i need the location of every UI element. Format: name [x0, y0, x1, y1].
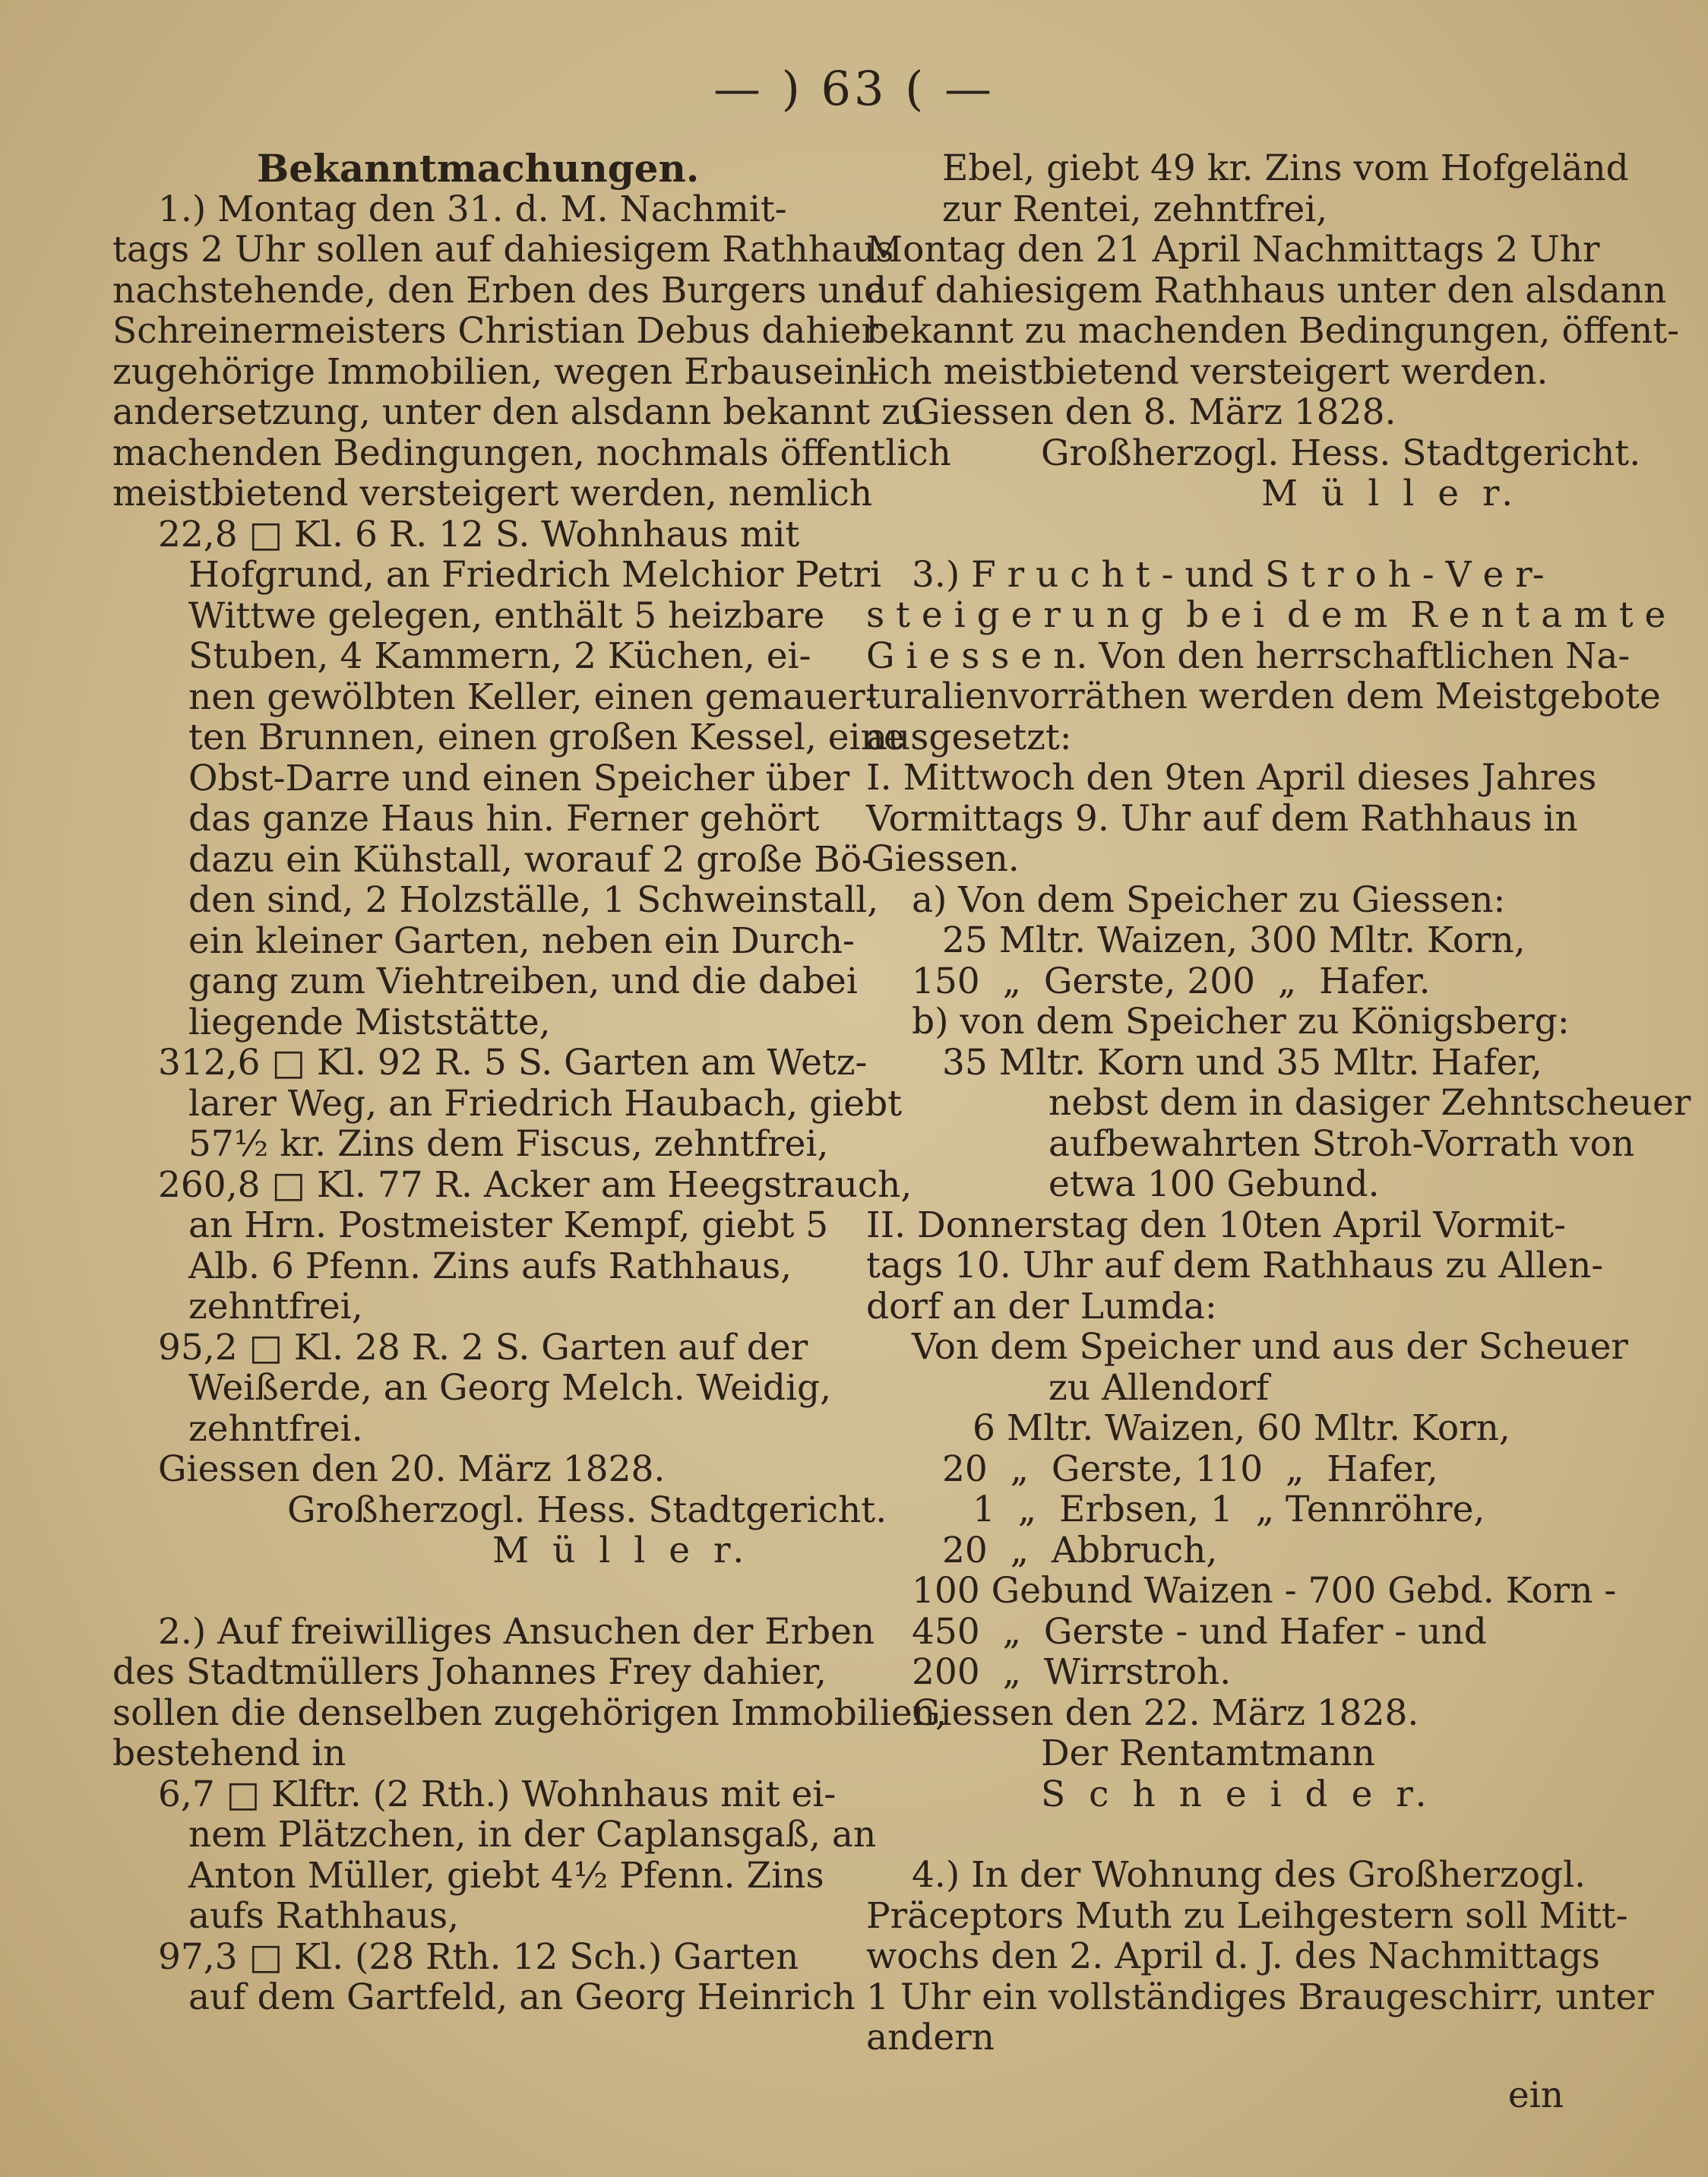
text-line: bestehend in [112, 1732, 346, 1774]
text-line: larer Weg, an Friedrich Haubach, giebt [188, 1082, 903, 1125]
text-line: zu Allendorf [1049, 1366, 1270, 1409]
text-line: 450 „ Gerste - und Hafer - und [912, 1610, 1487, 1653]
text-line: an Hrn. Postmeister Kempf, giebt 5 [188, 1204, 829, 1246]
text-line: etwa 100 Gebund. [1049, 1163, 1380, 1205]
page-number: — ) 63 ( — [713, 61, 995, 116]
text-line: andersetzung, unter den alsdann bekannt zu [112, 391, 924, 433]
text-line: 1 „ Erbsen, 1 „ Tennröhre, [973, 1489, 1485, 1530]
section-heading: Bekanntmachungen. [257, 146, 700, 191]
text-line: tags 2 Uhr sollen auf dahiesigem Rathhaus [112, 229, 894, 271]
text-line: Giessen den 8. März 1828. [912, 391, 1396, 433]
text-line: 100 Gebund Waizen - 700 Gebd. Korn - [912, 1570, 1617, 1612]
text-line: dorf an der Lumda: [866, 1285, 1217, 1327]
text-line: machenden Bedingungen, nochmals öffentlich [112, 432, 951, 474]
text-line: Schreinermeisters Christian Debus dahier [112, 310, 879, 352]
text-line: Anton Müller, giebt 4½ Pfenn. Zins [188, 1854, 824, 1897]
text-line: Giessen den 22. März 1828. [912, 1691, 1419, 1734]
text-line: wochs den 2. April d. J. des Nachmittags [866, 1935, 1600, 1977]
text-line: zehntfrei, [188, 1286, 363, 1327]
text-line: tags 10. Uhr auf dem Rathhaus zu Allen- [866, 1245, 1604, 1286]
text-line: I. Mittwoch den 9ten April dieses Jahres [866, 757, 1597, 799]
text-line: nachstehende, den Erben des Burgers und [112, 269, 887, 312]
left-column [112, 146, 951, 2018]
text-line: b) von dem Speicher zu Königsberg: [912, 1001, 1570, 1043]
text-line: Weißerde, an Georg Melch. Weidig, [188, 1367, 832, 1409]
text-line: ausgesetzt: [866, 716, 1072, 758]
text-line: ten Brunnen, einen großen Kessel, eine [188, 717, 905, 758]
text-line: s t e i g e r u n g b e i d e m R e n t a m t e [866, 594, 1666, 636]
text-line: aufbewahrten Stroh-Vorrath von [1049, 1122, 1635, 1165]
text-line: M ü l l e r. [492, 1530, 751, 1571]
text-line: meistbietend versteigert werden, nemlich [112, 473, 873, 514]
text-line: Wittwe gelegen, enthält 5 heizbare [188, 594, 825, 637]
text-line: Montag den 21 April Nachmittags 2 Uhr [866, 229, 1600, 271]
text-line: Der Rentamtmann [1041, 1732, 1375, 1774]
text-line: lich meistbietend versteigert werden. [866, 350, 1548, 393]
text-line: das ganze Haus hin. Ferner gehört [188, 798, 820, 840]
text-line: Großherzogl. Hess. Stadtgericht. [1041, 432, 1641, 474]
text-line: a) Von dem Speicher zu Giessen: [912, 878, 1506, 921]
text-line: 4.) In der Wohnung des Großherzogl. [912, 1854, 1586, 1896]
text-line [112, 1571, 834, 1612]
text-line: 95,2 □ Kl. 28 R. 2 S. Garten auf der [158, 1326, 808, 1369]
text-line: Ebel, giebt 49 kr. Zins vom Hofgeländ [942, 147, 1629, 189]
text-line: Von dem Speicher und aus der Scheuer [912, 1326, 1628, 1368]
text-line: den sind, 2 Holzställe, 1 Schweinstall, [188, 879, 879, 921]
text-line: Großherzogl. Hess. Stadtgericht. [287, 1489, 887, 1531]
text-line: 1 Uhr ein vollständiges Braugeschirr, unter [866, 1976, 1654, 2018]
text-line: 97,3 □ Kl. (28 Rth. 12 Sch.) Garten [158, 1935, 799, 1978]
text-line: Hofgrund, an Friedrich Melchior Petri [188, 554, 882, 596]
text-line: Giessen den 20. März 1828. [158, 1448, 666, 1490]
text-line [866, 1815, 1612, 1855]
text-line: 22,8 □ Kl. 6 R. 12 S. Wohnhaus mit [158, 513, 800, 555]
text-line: zehntfrei. [188, 1407, 363, 1450]
text-line: auf dahiesigem Rathhaus unter den alsdann [866, 269, 1667, 312]
text-line: 57½ kr. Zins dem Fiscus, zehntfrei, [188, 1123, 829, 1165]
text-line: 25 Mltr. Waizen, 300 Mltr. Korn, [942, 919, 1526, 961]
text-line: S c h n e i d e r. [1041, 1773, 1433, 1815]
text-line: 3.) F r u c h t - und S t r o h - V e r- [912, 553, 1545, 596]
text-line: gang zum Viehtreiben, und die dabei [188, 960, 858, 1002]
text-line: 2.) Auf freiwilliges Ansuchen der Erben [158, 1610, 875, 1653]
text-line [866, 514, 1612, 555]
text-line: Stuben, 4 Kammern, 2 Küchen, ei- [188, 635, 811, 677]
text-line: M ü l l e r. [1261, 473, 1520, 514]
text-line: ein kleiner Garten, neben ein Durch- [188, 919, 855, 962]
text-line: andern [866, 2017, 995, 2058]
text-line: nem Plätzchen, in der Caplansgaß, an [188, 1814, 877, 1856]
right-column [866, 147, 1691, 2058]
text-line: 20 „ Abbruch, [942, 1529, 1218, 1571]
text-line: 20 „ Gerste, 110 „ Hafer, [942, 1448, 1438, 1490]
text-line: sollen die denselben zugehörigen Immobilien, [112, 1691, 947, 1734]
text-line: 1.) Montag den 31. d. M. Nachmit- [158, 188, 787, 230]
catchword: ein [1507, 2074, 1564, 2116]
text-line: G i e s s e n. Von den herrschaftlichen Na- [866, 634, 1631, 677]
right-column-text [866, 147, 1691, 2058]
text-line: liegende Miststätte, [188, 1001, 551, 1043]
text-line: aufs Rathhaus, [188, 1895, 460, 1937]
text-line: II. Donnerstag den 10ten April Vormit- [866, 1204, 1566, 1246]
text-line: Vormittags 9. Uhr auf dem Rathhaus in [866, 797, 1578, 840]
text-line: nen gewölbten Keller, einen gemauer- [188, 676, 878, 718]
left-column-text [112, 188, 951, 2018]
text-line: zugehörige Immobilien, wegen Erbausein- [112, 350, 881, 393]
text-line: nebst dem in dasiger Zehntscheuer [1049, 1082, 1691, 1124]
text-line: Obst-Darre und einen Speicher über [188, 757, 850, 799]
text-line: 35 Mltr. Korn und 35 Mltr. Hafer, [942, 1041, 1542, 1084]
text-line: 200 „ Wirrstroh. [912, 1651, 1232, 1693]
text-line: 312,6 □ Kl. 92 R. 5 S. Garten am Wetz- [158, 1042, 868, 1084]
text-line: Alb. 6 Pfenn. Zins aufs Rathhaus, [188, 1245, 792, 1287]
text-line: Giessen. [866, 838, 1020, 880]
text-line: 6 Mltr. Waizen, 60 Mltr. Korn, [973, 1407, 1510, 1449]
text-line: 150 „ Gerste, 200 „ Hafer. [912, 960, 1431, 1002]
text-line: zur Rentei, zehntfrei, [942, 188, 1328, 230]
text-line: bekannt zu machenden Bedingungen, öffent- [866, 310, 1680, 352]
text-line: auf dem Gartfeld, an Georg Heinrich [188, 1976, 856, 2018]
text-line: 6,7 □ Klftr. (2 Rth.) Wohnhaus mit ei- [158, 1773, 837, 1815]
text-line: des Stadtmüllers Johannes Frey dahier, [112, 1651, 827, 1693]
text-line: turalienvorräthen werden dem Meistgebote [866, 676, 1661, 717]
text-line: dazu ein Kühstall, worauf 2 große Bö- [188, 838, 874, 881]
text-line: Präceptors Muth zu Leihgestern soll Mitt- [866, 1894, 1628, 1937]
text-line: 260,8 □ Kl. 77 R. Acker am Heegstrauch, [158, 1163, 913, 1206]
